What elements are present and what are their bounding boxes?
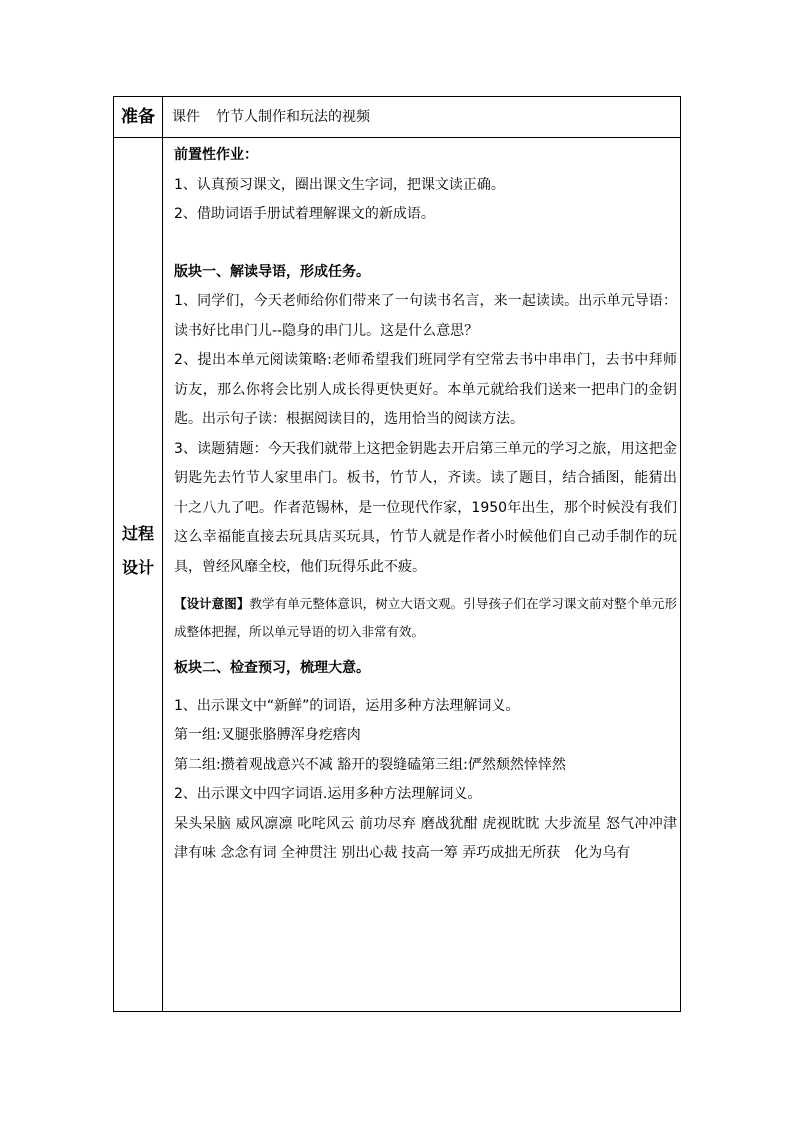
- pre-homework-title: 前置性作业：: [174, 147, 258, 163]
- prep-item-video: 竹节人制作和玩法的视频: [216, 109, 370, 125]
- section2-title: 板块二、检查预习，梳理大意。: [174, 660, 370, 676]
- section2-paragraph: 1、出示课文中“新鲜”的词语，运用多种方法理解词义。: [174, 697, 520, 714]
- section2-paragraph: 第二组:攒着观战意兴不减 豁开的裂缝磕第三组:俨然颓然悻悻然: [174, 756, 566, 773]
- section1-paragraph: 2、提出本单元阅读策略:老师希望我们班同学有空常去书中串串门，去书中拜师访友，那么你将会比别人成长得更快更好。本单元就给我们送来一把串门的金钥匙。出示句子读：根据阅读目的，选用恰当的阅读方法。: [174, 352, 677, 427]
- prep-item-courseware: 课件: [172, 109, 200, 125]
- section1-title: 版块一、解读导语，形成任务。: [174, 263, 370, 280]
- process-label-line2: 设计: [121, 558, 154, 577]
- section2-paragraph: 呆头呆脑 威风凛凛 叱咤风云 前功尽弃 磨战犹酣 虎视眈眈 大步流星 怒气冲冲津津有味 念念有词 全神贯注 别出心裁 技高一筹 弄巧成拙无所获 化为乌有: [174, 815, 677, 861]
- row-divider: [114, 137, 680, 138]
- spacer: [174, 230, 677, 258]
- process-label: [114, 517, 162, 585]
- lesson-plan-table: [113, 96, 681, 1012]
- column-divider: [162, 97, 163, 1011]
- section1-paragraph: 3、读题猜题：今天我们就带上这把金钥匙去开启第三单元的学习之旅，用这把金钥匙先去竹节人家里串门。板书，竹节人，齐读。读了题目，结合插图，能猜出十之八九了吧。作者范锡林，是一位现代作家，1950年出生，那个时候没有我们这么幸福能直接去玩具店买玩具，竹节人就是作者小时候他们自己动手制作的玩具，曾经风靡全校，他们玩得乐此不疲。: [174, 440, 677, 575]
- prep-content: [172, 97, 370, 137]
- prep-label: 准备: [121, 107, 155, 127]
- process-label-line1: 过程: [121, 524, 154, 543]
- section2-paragraph: 2、出示课文中四字词语.运用多种方法理解词义。: [174, 786, 482, 802]
- process-content: [174, 141, 677, 869]
- design-intent-text: 教学有单元整体意识，树立大语文观。引导孩子们在学习课文前对整个单元形成整体把握，所以单元导语的切入非常有效。: [174, 596, 677, 639]
- design-intent-label: 【设计意图】: [174, 596, 250, 611]
- pre-homework-item: 2、借助词语手册试着理解课文的新成语。: [174, 206, 435, 222]
- pre-homework-item: 1、认真预习课文，圈出课文生字词，把课文读正确。: [174, 176, 505, 193]
- section2-paragraph: 第一组:叉腿张胳膊浑身疙瘩肉: [174, 727, 361, 743]
- section1-paragraph: 1、同学们，今天老师给你们带来了一句读书名言，来一起读读。出示单元导语：读书好比串门儿--隐身的串门儿。这是什么意思？: [174, 293, 677, 339]
- design-intent: [174, 590, 677, 646]
